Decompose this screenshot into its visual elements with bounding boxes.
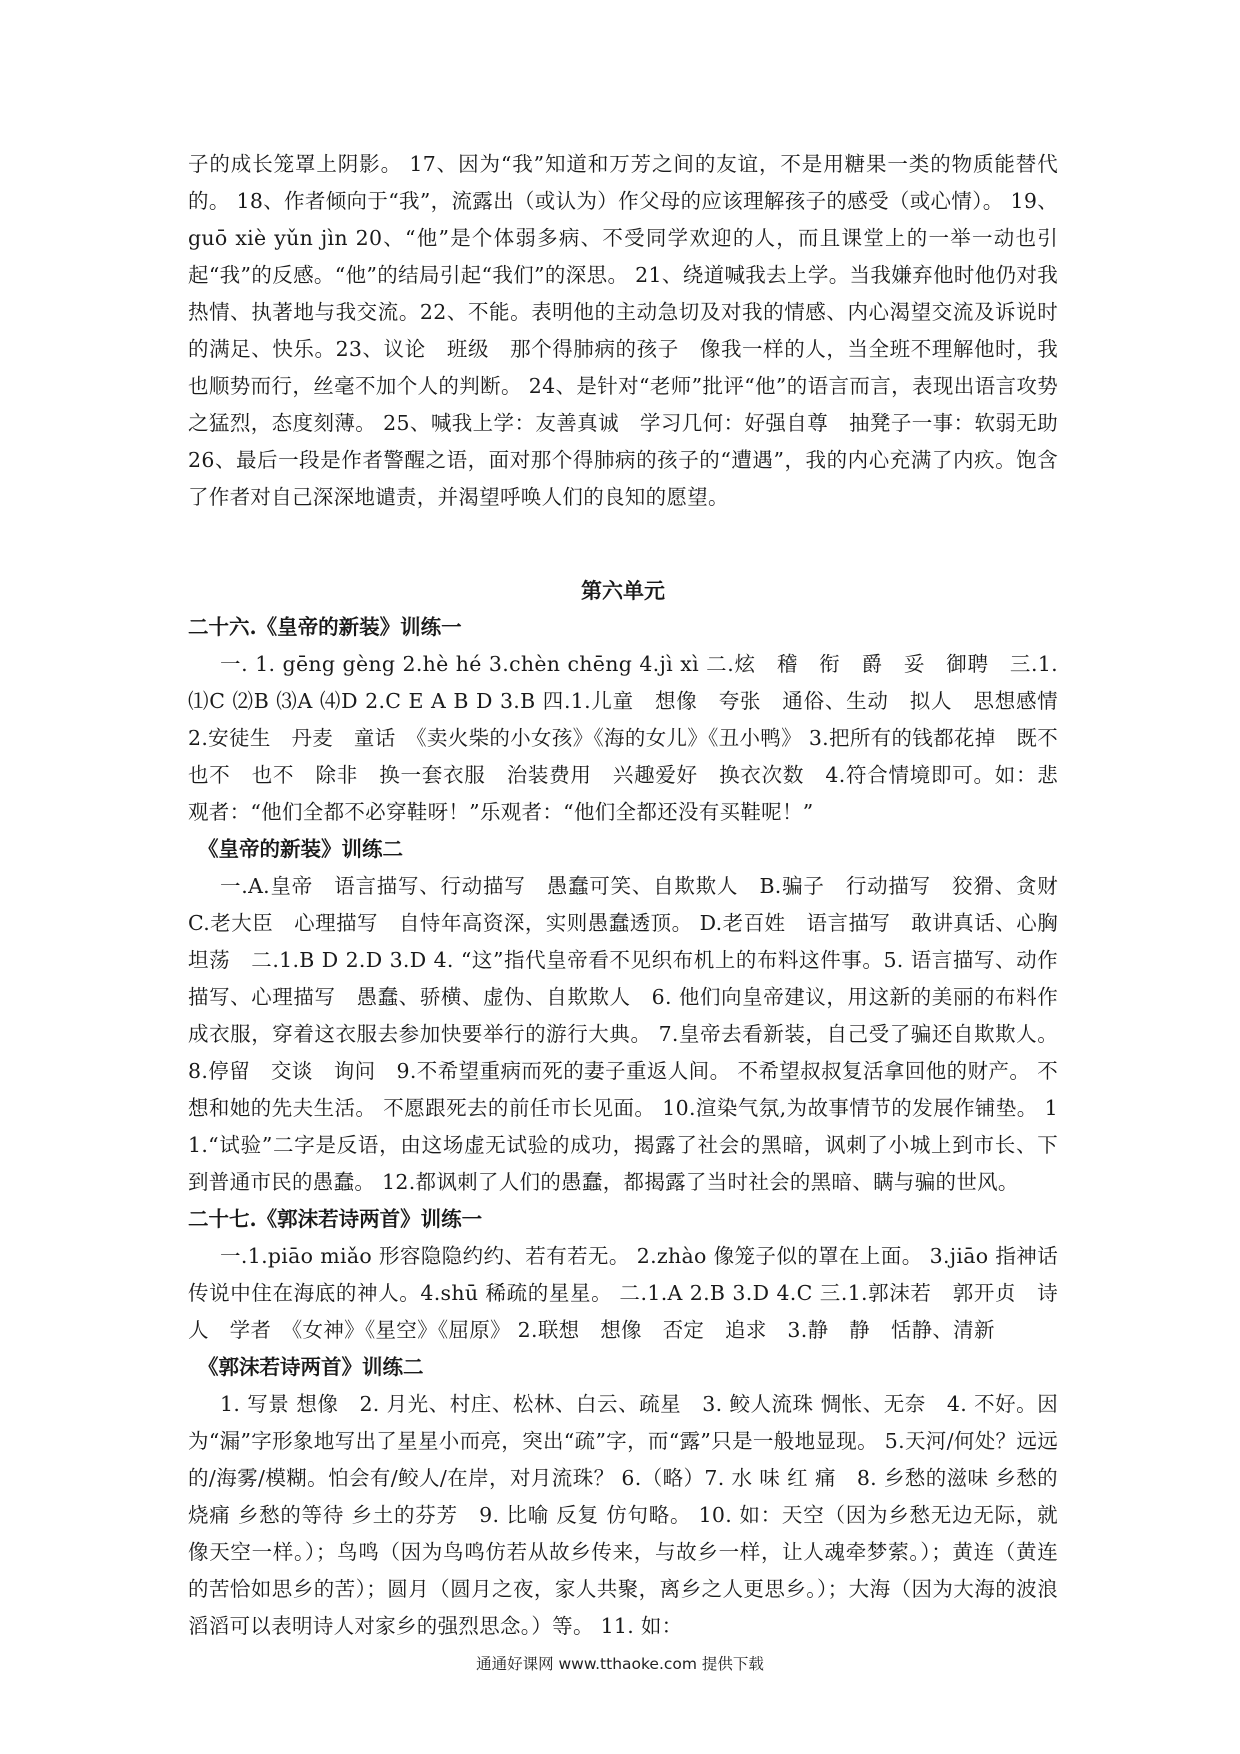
unit-title: 第六单元 [581, 578, 665, 603]
section-title-27-1: 二十七.《郭沫若诗两首》训练一 [188, 1207, 483, 1231]
section-body-26-1: 一. 1. gēng gèng 2.hè hé 3.chèn chēng 4.jì xì 二.炫 稽 衔 爵 妥 御聘 三.1.⑴C ⑵B ⑶A ⑷D 2.C E A B D 3.B 四.1.儿童 想像 夸张 通俗、生动 拟人 思想感情 2.安徒生 丹麦 童话 《卖火柴的小女孩》《海的女儿》《丑小鸭》 3.把所有的钱都花掉 既不 也不 也不 除非 换一套衣服 治装费用 兴趣爱好 换衣次数 4.符合情境即可。如：悲观者：“他们全都不必穿鞋呀！”乐观者：“他们全都还没有买鞋呢！” [188, 652, 1079, 824]
section-title-27-2: 《郭沫若诗两首》训练二 [198, 1355, 424, 1379]
section-title-26-2: 《皇帝的新装》训练二 [198, 837, 403, 861]
section-body-27-1: 一.1.piāo miǎo 形容隐隐约约、若有若无。 2.zhào 像笼子似的罩在上面。 3.jiāo 指神话传说中住在海底的神人。4.shū 稀疏的星星。 二.1.A 2.B 3.D 4.C 三.1.郭沫若 郭开贞 诗人 学者 《女神》《星空》《屈原》 2.联想 想像 否定 追求 3.静 静 恬静、清新 [188, 1244, 1058, 1342]
section-body-26-2: 一.A.皇帝 语言描写、行动描写 愚蠢可笑、自欺欺人 B.骗子 行动描写 狡猾、贪财 C.老大臣 心理描写 自恃年高资深，实则愚蠢透顶。 D.老百姓 语言描写 敢讲真话、心胸坦荡 二.1.B D 2.D 3.D 4. “这”指代皇帝看不见织布机上的布料这件事。5. 语言描写、动作描写、心理描写 愚蠢、骄横、虚伪、自欺欺人 6. 他们向皇帝建议，用这新的美丽的布料作成衣服，穿着这衣服去参加快要举行的游行大典。 7.皇帝去看新装，自己受了骗还自欺欺人。 8.停留 交谈 询问 9.不希望重病而死的妻子重返人间。 不希望叔叔复活拿回他的财产。 不想和她的先夫生活。 不愿跟死去的前任市长见面。 10.渲染气氛,为故事情节的发展作铺垫。 11.“试验”二字是反语，由这场虚无试验的成功，揭露了社会的黑暗，讽刺了小城上到市长、下到普通市民的愚蠢。 12.都讽刺了人们的愚蠢，都揭露了当时社会的黑暗、瞒与骗的世风。 [188, 874, 1079, 1194]
page-footer: 通通好课网 www.tthaoke.com 提供下载 [476, 1655, 764, 1673]
intro-paragraph: 子的成长笼罩上阴影。 17、因为“我”知道和万芳之间的友谊，不是用糖果一类的物质能替代的。 18、作者倾向于“我”，流露出（或认为）作父母的应该理解孩子的感受（或心情）。 19、guō xiè yǔn jìn 20、“他”是个体弱多病、不受同学欢迎的人，而且课堂上的一举一动也引起“我”的反感。“他”的结局引起“我们”的深思。 21、绕道喊我去上学。当我嫌弃他时他仍对我热情、执著地与我交流。22、不能。表明他的主动急切及对我的情感、内心渴望交流及诉说时的满足、快乐。23、议论 班级 那个得肺病的孩子 像我一样的人，当全班不理解他时，我也顺势而行，丝毫不加个人的判断。 24、是针对“老师”批评“他”的语言而言，表现出语言攻势之猛烈，态度刻薄。 25、喊我上学：友善真诚 学习几何：好强自尊 抽凳子一事：软弱无助 26、最后一段是作者警醒之语，面对那个得肺病的孩子的“遭遇”，我的内心充满了内疚。饱含了作者对自己深深地谴责，并渴望呼唤人们的良知的愿望。 [188, 152, 1079, 509]
document-body [188, 146, 1079, 1645]
section-title-26-1: 二十六.《皇帝的新装》训练一 [188, 615, 462, 639]
section-body-27-2: 1. 写景 想像 2. 月光、村庄、松林、白云、疏星 3. 鲛人流珠 惆怅、无奈 4. 不好。因为“漏”字形象地写出了星星小而亮，突出“疏”字，而“露”只是一般地显现。 5.天河/何处？远远的/海雾/模糊。怕会有/鲛人/在岸，对月流珠？ 6.（略）7. 水 味 红 痛 8. 乡愁的滋味 乡愁的烧痛 乡愁的等待 乡土的芬芳 9. 比喻 反复 仿句略。 10. 如：天空（因为乡愁无边无际，就像天空一样。）；鸟鸣（因为鸟鸣仿若从故乡传来，与故乡一样，让人魂牵梦萦。）；黄连（黄连的苦恰如思乡的苦）；圆月（圆月之夜，家人共聚，离乡之人更思乡。）；大海（因为大海的波浪滔滔可以表明诗人对家乡的强烈思念。）等。 11. 如： [188, 1392, 1058, 1638]
